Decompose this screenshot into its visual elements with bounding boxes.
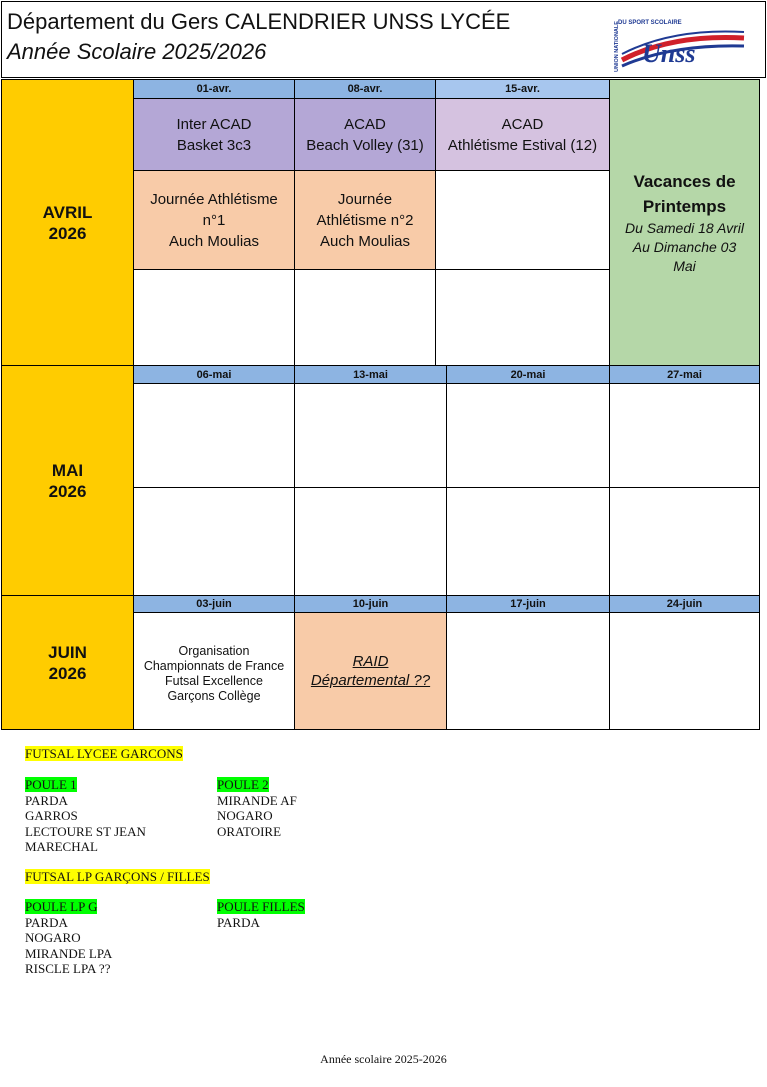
date-header: 06-mai [133,365,295,384]
date-header: 08-avr. [294,79,436,99]
date-header: 17-juin [446,595,610,613]
empty-cell [294,487,447,596]
vacances-title: Vacances de Printemps [633,172,736,216]
futsal-lp-heading: FUTSAL LP GARÇONS / FILLES [25,869,210,884]
poule-lp-g-title: POULE LP G [25,899,98,914]
date-header: 27-mai [609,365,760,384]
logo-word: Unss [642,39,696,68]
date-header: 10-juin [294,595,447,613]
list-item: MIRANDE AF [217,792,297,808]
empty-cell [435,269,610,366]
date-header: 24-juin [609,595,760,613]
document-title: Département du Gers CALENDRIER UNSS LYCÉE [7,9,511,34]
list-item: RISCLE LPA ?? [25,961,111,976]
logo-side-text: UNION NATIONALE [614,21,620,72]
event-cell-inter-acad-basket: Inter ACAD Basket 3c3 [133,98,295,171]
list-item: ORATOIRE [217,823,282,839]
empty-cell [609,383,760,488]
event-cell-acad-beach-volley: ACAD Beach Volley (31) [294,98,436,171]
date-header: 15-avr. [435,79,610,99]
event-cell-raid [294,612,447,730]
empty-cell [133,269,295,366]
futsal-lycee-heading: FUTSAL LYCEE GARCONS [25,746,183,761]
list-item: LECTOURE ST JEAN [25,823,146,839]
poule-1-title: POULE 1 [25,777,77,792]
list-item: MARECHAL [25,839,98,854]
month-label-juin: JUIN 2026 [1,595,134,730]
page-footer: Année scolaire 2025-2026 [320,1052,447,1066]
vacances-dates: Du Samedi 18 Avril Au Dimanche 03 Mai [624,220,745,274]
empty-cell [435,170,610,270]
list-item: PARDA [217,914,260,930]
poule-2-list [217,777,297,839]
poule-1-list [25,777,146,855]
date-header: 01-avr. [133,79,295,99]
logo-top-text: DU SPORT SCOLAIRE [618,20,682,26]
list-item: MIRANDE LPA [25,945,113,961]
empty-cell [446,487,610,596]
raid-label: RAID Départemental ?? [310,653,431,689]
poule-filles-list [217,899,305,930]
unss-logo [612,16,746,72]
empty-cell [609,487,760,596]
empty-cell [446,383,610,488]
date-header: 13-mai [294,365,447,384]
vacances-printemps-cell [609,79,760,366]
event-cell-championnats-france: Organisation Championnats de France Futsal Excellence Garçons Collège [133,612,295,730]
poule-2-title: POULE 2 [217,777,269,792]
empty-cell [133,383,295,488]
month-label-mai: MAI 2026 [1,365,134,596]
school-year-subtitle: Année Scolaire 2025/2026 [7,39,267,64]
event-cell-acad-athletisme: ACAD Athlétisme Estival (12) [435,98,610,171]
empty-cell [294,383,447,488]
list-item: PARDA [25,792,68,808]
event-cell-journee-athletisme-2: Journée Athlétisme n°2 Auch Moulias [294,170,436,270]
date-header: 03-juin [133,595,295,613]
month-label-avril: AVRIL 2026 [1,79,134,366]
empty-cell [294,269,436,366]
list-item: NOGARO [25,930,81,945]
empty-cell [609,612,760,730]
poule-lp-g-list [25,899,112,977]
empty-cell [133,487,295,596]
event-cell-journee-athletisme-1: Journée Athlétisme n°1 Auch Moulias [133,170,295,270]
poule-filles-title: POULE FILLES [217,899,305,914]
date-header: 20-mai [446,365,610,384]
list-item: NOGARO [217,808,273,823]
empty-cell [446,612,610,730]
list-item: PARDA [25,914,68,930]
list-item: GARROS [25,808,78,823]
